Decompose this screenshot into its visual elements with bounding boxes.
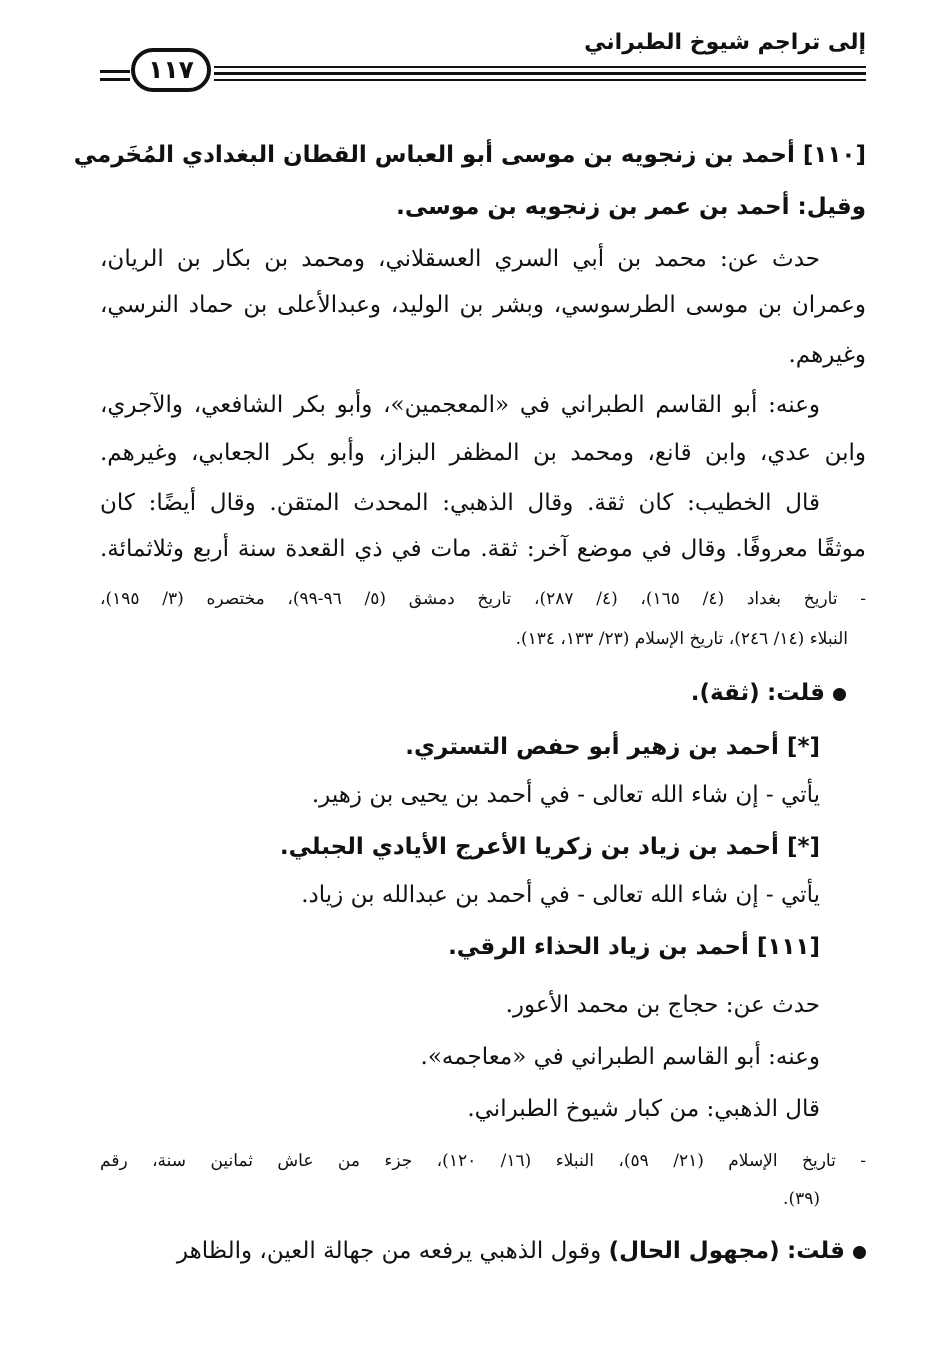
- page-number: ١١٧: [131, 48, 211, 92]
- header-rule: [214, 66, 866, 68]
- ref-zuhair-note: يأتي - إن شاء الله تعالى - في أحمد بن يحيى بن زهير.: [311, 782, 820, 808]
- entry-110-teachers: وغيرهم.: [788, 342, 866, 368]
- entry-110-grading: قال الخطيب: كان ثقة. وقال الذهبي: المحدث المتقن. وقال أيضًا: كان: [100, 490, 820, 516]
- running-header-title: إلى تراجم شيوخ الطبراني: [584, 30, 866, 55]
- entry-110-teachers: حدث عن: محمد بن أبي السري العسقلاني، ومحمد بن بكار بن الريان،: [100, 246, 820, 272]
- entry-111-verdict: [100, 1234, 866, 1268]
- entry-110-students: وعنه: أبو القاسم الطبراني في «المعجمين»، وأبو بكر الشافعي، والآجري،: [100, 392, 820, 418]
- entry-111-teachers: حدث عن: حجاج بن محمد الأعور.: [505, 992, 820, 1018]
- entry-111-grading: قال الذهبي: من كبار شيوخ الطبراني.: [467, 1096, 820, 1122]
- entry-111-sources: - تاريخ الإسلام (٢١/ ٥٩)، النبلاء (١٦/ ١٢٠)، جزء من عاش ثمانين سنة، رقم: [100, 1151, 867, 1171]
- header-rule: [214, 72, 866, 75]
- header-rule: [214, 79, 866, 81]
- entry-110-heading-alt-name: وقيل: أحمد بن عمر بن زنجويه بن موسى.: [396, 194, 866, 220]
- entry-111-sources: (٣٩).: [783, 1189, 820, 1209]
- entry-110-teachers: وعمران بن موسى الطرسوسي، وبشر بن الوليد، وعبدالأعلى بن حماد النرسي،: [100, 292, 866, 318]
- verdict-label: قلت:: [787, 1238, 845, 1264]
- entry-110-verdict: [691, 676, 846, 710]
- bullet-icon: [853, 1246, 866, 1259]
- ref-ziyad-heading: [*] أحمد بن زياد بن زكريا الأعرج الأيادي الجبلي.: [279, 834, 820, 860]
- header-rule-stub: [100, 70, 130, 73]
- verdict-value: (ثقة).: [690, 680, 760, 706]
- ref-ziyad-note: يأتي - إن شاء الله تعالى - في أحمد بن عبدالله بن زياد.: [301, 882, 820, 908]
- entry-110-grading: موثقًا معروفًا. وقال في موضع آخر: ثقة. مات في ذي القعدة سنة أربع وثلاثمائة.: [100, 536, 866, 562]
- verdict-label: قلت:: [767, 680, 825, 706]
- entry-110-students: وابن عدي، وابن قانع، ومحمد بن المظفر البزاز، وأبو بكر الجعابي، وغيرهم.: [100, 440, 866, 466]
- entry-111-heading: [١١١] أحمد بن زياد الحذاء الرقي.: [448, 934, 820, 960]
- bullet-icon: [833, 688, 846, 701]
- entry-111-students: وعنه: أبو القاسم الطبراني في «معاجمه».: [420, 1044, 820, 1070]
- entry-110-sources: - تاريخ بغداد (٤/ ١٦٥)، (٤/ ٢٨٧)، تاريخ دمشق (٥/ ٩٦-٩٩)، مختصره (٣/ ١٩٥)،: [100, 589, 866, 609]
- verdict-continuation: وقول الذهبي يرفعه من جهالة العين، والظاهر: [176, 1238, 602, 1264]
- entry-110-heading: [١١٠] أحمد بن زنجويه بن موسى أبو العباس القطان البغدادي المُخَرمي: [73, 142, 866, 168]
- verdict-value: (مجهول الحال): [608, 1238, 780, 1264]
- header-rule-stub: [100, 78, 130, 81]
- ref-zuhair-heading: [*] أحمد بن زهير أبو حفص التستري.: [405, 734, 820, 760]
- entry-110-sources: النبلاء (١٤/ ٢٤٦)، تاريخ الإسلام (٢٣/ ١٣٣، ١٣٤).: [515, 629, 848, 649]
